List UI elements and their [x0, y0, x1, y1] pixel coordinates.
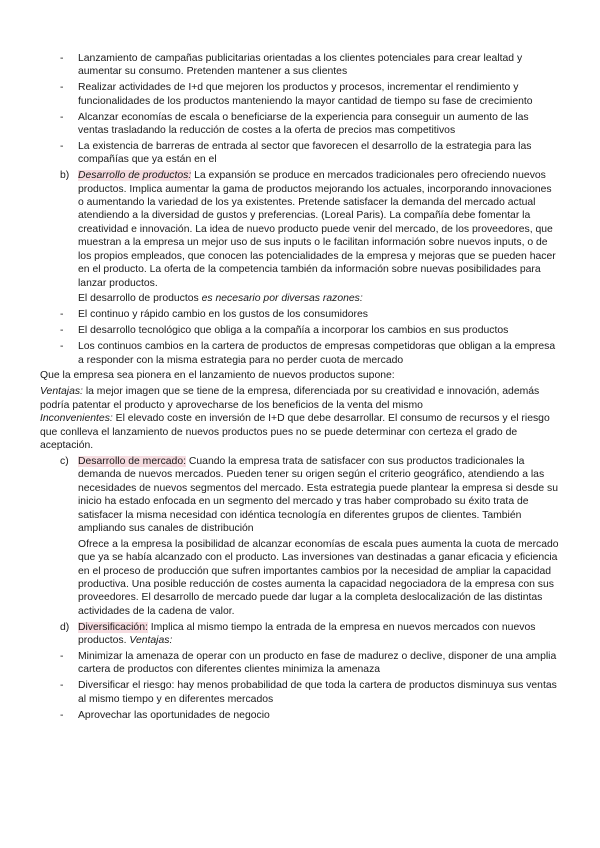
list-item	[0, 52, 600, 79]
list-item	[0, 340, 600, 367]
list-item	[0, 709, 600, 722]
bullet-text: La existencia de barreras de entrada al sector que favorecen el desarrollo de la estrategia para las compañías que ya están en el	[78, 140, 532, 166]
list-item	[0, 308, 600, 321]
pioneer-intro: Que la empresa sea pionera en el lanzamiento de nuevos productos supone:	[40, 370, 395, 382]
bullet-text: Los continuos cambios en la cartera de productos de empresas competidoras que obligan a la empresa a responder con la misma estrategia para no perder cuota de mercado	[78, 341, 556, 366]
bullet-dash: -	[60, 651, 64, 663]
reasons-intro	[0, 292, 600, 305]
bullet-dash: -	[60, 111, 64, 123]
bullet-dash: -	[60, 309, 64, 321]
section-body: Implica al mismo tiempo la entrada de la empresa en nuevos mercados con nuevos productos.	[78, 621, 536, 647]
bullet-text: Diversificar el riesgo: hay menos probabilidad de que toda la cartera de productos disminuya sus ventas al mismo tiempo y en diferentes mercados	[78, 680, 557, 705]
section-letter: b)	[60, 170, 70, 182]
pioneer-ventajas	[0, 385, 600, 452]
bullet-dash: -	[60, 709, 64, 721]
bullet-dash: -	[60, 53, 64, 64]
bullet-text: Minimizar la amenaza de operar con un producto en fase de madurez o declive, disponer de una amplia cartera de productos con diferentes clientes minimiza la amenaza	[78, 651, 557, 676]
bullet-text: Aprovechar las oportunidades de negocio	[78, 709, 270, 721]
bullet-text: Alcanzar economías de escala o beneficiarse de la experiencia para conseguir un aumento de las ventas trasladando la reducción de costes a la oferta de precios mas competitivos	[78, 111, 529, 137]
bullet-text: El continuo y rápido cambio en los gustos de los consumidores	[78, 309, 368, 321]
section-d	[0, 621, 600, 648]
section-letter: c)	[60, 455, 69, 467]
list-item	[0, 650, 600, 677]
section-heading: Desarrollo de mercado:	[78, 455, 186, 467]
bullet-dash: -	[60, 680, 64, 692]
bullet-dash: -	[60, 325, 64, 337]
list-item	[0, 324, 600, 337]
section-body: Cuando la empresa trata de satisfacer con sus productos tradicionales la demanda de nuevos mercados. Pueden tener su origen según el criterio geográfico, atendiendo a las necesidades de nuevos segmentos del mercado. Esta estrategia puede plantear la empresa si desde su inicio ha estado enfocada en un segmento del mercado y tras haber comprobado su éxito trata de satisfacer la misma necesidad con idéntica tecnología en diferentes grupos de clientes. También ampliando sus canales de distribución	[78, 455, 558, 534]
section-b	[0, 169, 600, 290]
bullet-text: Lanzamiento de campañas publicitarias orientadas a los clientes potenciales para crear lealtad y aumentar su consumo. Pretenden mantener a sus clientes	[78, 53, 523, 78]
bullet-dash: -	[60, 82, 64, 94]
section-letter: d)	[60, 621, 70, 633]
bullet-dash: -	[60, 341, 64, 353]
section-heading: Diversificación:	[78, 621, 148, 633]
section-c	[0, 455, 600, 535]
reasons-intro-emphasis: es necesario por diversas razones:	[201, 293, 363, 305]
list-item	[0, 81, 600, 108]
ventajas-label: Ventajas:	[129, 635, 173, 647]
bullet-dash: -	[60, 140, 64, 152]
list-item	[0, 679, 600, 706]
reasons-intro-text: El desarrollo de productos	[78, 293, 202, 305]
section-body: La expansión se produce en mercados tradicionales pero ofreciendo nuevos productos. Implica aumentar la gama de productos mejorando los actuales, incorporando innovaciones o aumentando la variedad de los ya existentes. Pretende satisfacer la demanda del mercado actual atendiendo a la diversidad de gustos y preferencias. (Loreal Paris). La compañía debe fomentar la creatividad e innovación. La idea de nuevo producto puede venir del mercado, de los proveedores, que muestran a la empresa un mejor uso de sus inputs o le facilitan información sobre nuevos inputs, o de los propios empleados, que conocen las potencialidades de la empresa y mejoras que se pueden hacer en el producto. La oferta de la competencia también da información sobre nuevas posibilidades para lanzar productos.	[78, 170, 556, 289]
document-page	[0, 52, 600, 725]
section-heading: Desarrollo de productos:	[78, 170, 192, 182]
inconvenientes-text: El elevado coste en inversión de I+D que debe desarrollar. El consumo de recursos y el riesgo que conlleva el lanzamiento de nuevos productos pues no se puede determinar con certeza el grado de aceptación.	[40, 413, 550, 451]
list-item	[0, 140, 600, 167]
bullet-text: El desarrollo tecnológico que obliga a la compañía a incorporar los cambios en sus productos	[78, 325, 509, 337]
section-c-paragraph-2: Ofrece a la empresa la posibilidad de alcanzar economías de escala pues aumenta la cuota de mercado que ya se había alcanzado con el producto. Las inversiones van destinadas a ganar eficacia y eficiencia en el proceso de producción que sufren importantes cambios por la necesidad de ampliar la capacidad productiva. Una posible reducción de costes aumenta la capacidad negociadora de la empresa con sus proveedores. El desarrollo de mercado puede dar lugar a la completa deslocalización de las distintas actividades de la cadena de valor.	[78, 538, 559, 617]
inconvenientes-label: Inconvenientes:	[40, 413, 113, 425]
ventajas-text: la mejor imagen que se tiene de la empresa, diferenciada por su creatividad e innovación, además podría patentar el producto y aprovecharse de los beneficios de la venta del mismo	[40, 386, 540, 411]
list-item	[0, 111, 600, 138]
bullet-text: Realizar actividades de I+d que mejoren los productos y procesos, incrementar el rendimiento y funcionalidades de los productos manteniendo la mayor cantidad de tiempo su fase de crecimiento	[78, 82, 533, 107]
ventajas-label: Ventajas:	[40, 386, 83, 398]
